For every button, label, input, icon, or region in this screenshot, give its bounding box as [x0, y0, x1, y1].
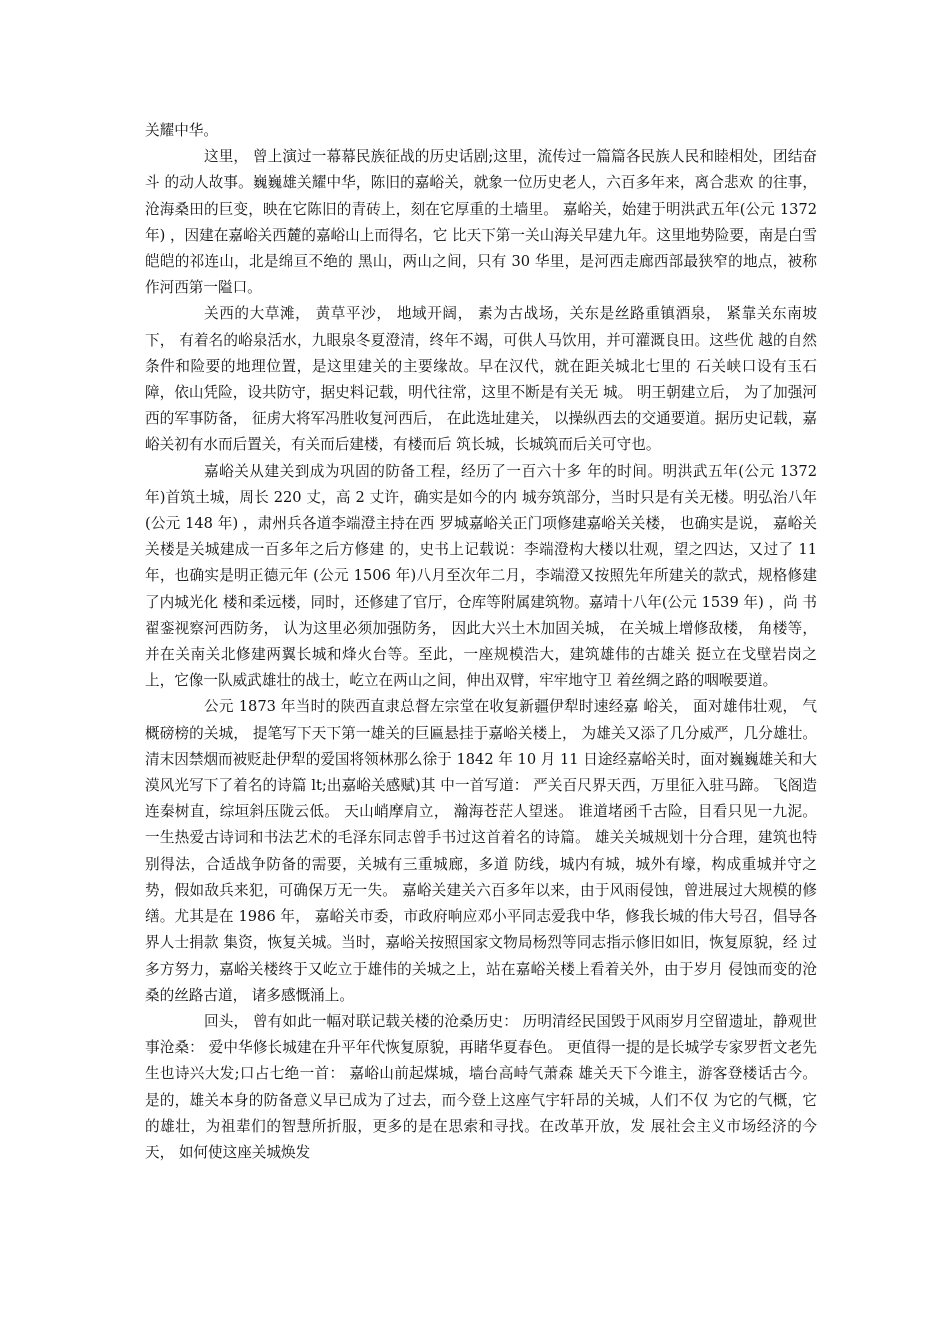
- paragraph-history-intro: 这里， 曾上演过一幕幕民族征战的历史话剧;这里，流传过一篇篇各民族人民和睦相处，团结奋斗 的动人故事。巍巍雄关耀中华，陈旧的嘉峪关，就象一位历史老人，六百多年来，离合悲欢 的往事，沧海桑田的巨变，映在它陈旧的青砖上，刻在它厚重的土墙里。 嘉峪关，始建于明洪武五年(公元 1372 年) ，因建在嘉峪关西麓的嘉峪山上而得名，它 比天下第一关山海关早建九年。这里地势险要，南是白雪皑皑的祁连山，北是绵亘不绝的 黑山，两山之间，只有 30 华里，是河西走廊西部最狭窄的地点，被称作河西第一隘口。: [145, 148, 817, 297]
- paragraph-construction: 嘉峪关从建关到成为巩固的防备工程，经历了一百六十多 年的时间。明洪武五年(公元 1372 年)首筑土城，周长 220 丈，高 2 丈许，确实是如今的内 城夯筑部分，当时只是有关无楼。明弘治八年(公元 148 年) ，肃州兵各道李端澄主持在西 罗城嘉峪关正门项修建嘉峪关关楼， 也确实是说， 嘉峪关关楼是关城建成一百多年之后方修建 的，史书上记载说：李端澄构大楼以壮观，望之四达，又过了 11 年，也确实是明正德元年 (公元 1506 年)八月至次年二月，李端澄又按照先年所建关的款式，规格修建了内城光化 楼和柔远楼，同时，还修建了官厅，仓库等附属建筑物。嘉靖十八年(公元 1539 年) ，尚 书翟銮视察河西防务， 认为这里必须加强防务， 因此大兴土木加固关城， 在关城上增修敌楼， 角楼等，并在关南关北修建两翼长城和烽火台等。至此，一座规模浩大，建筑雄伟的古雄关 挺立在戈壁岩岗之上，它像一队威武雄壮的战士，屹立在两山之间，伸出双臂，牢牢地守卫 着丝绸之路的咽喉要道。: [145, 462, 817, 690]
- document-body: [145, 118, 817, 1166]
- paragraph-opening: 关耀中华。: [145, 122, 218, 139]
- paragraph-couplet: 回头， 曾有如此一幅对联记载关楼的沧桑历史： 历明清经民国毁于风雨岁月空留遗址，静观世事沧桑： 爱中华修长城建在升平年代恢复原貌，再睹华夏春色。 更值得一提的是长城学专家罗哲文老先生也诗兴大发;口占七绝一首： 嘉峪山前起煤城，墙台高峙气萧森 雄关天下今谁主，游客登楼话古今。 是的，雄关本身的防备意义早已成为了过去，而今登上这座气宇轩昂的关城，人们不仅 为它的气概，它的雄壮，为祖辈们的智慧所折服，更多的是在思索和寻找。在改革开放，发 展社会主义市场经济的今天， 如何使这座关城焕发: [145, 1012, 817, 1161]
- paragraph-geography: 关西的大草滩， 黄草平沙， 地域开阔， 素为古战场，关东是丝路重镇酒泉， 紧靠关东南坡下， 有着名的峪泉活水，九眼泉冬夏澄清，终年不竭，可供人马饮用，并可灌溉良田。这些优 越的自然条件和险要的地理位置，是这里建关的主要缘故。早在汉代，就在距关城北七里的 石关峡口设有玉石障，依山凭险，设共防守，据史料记载，明代往常，这里不断是有关无 城。 明王朝建立后， 为了加强河西的军事防备， 征虏大将军冯胜收复河西后， 在此选址建关， 以操纵西去的交通要道。据历史记载，嘉峪关初有水而后置关，有关而后建楼，有楼而后 筑长城，长城筑而后关可守也。: [145, 305, 817, 454]
- paragraph-poetry-restoration: 公元 1873 年当时的陕西直隶总督左宗堂在收复新疆伊犁时速经嘉 峪关， 面对雄伟壮观， 气概磅榜的关城， 提笔写下天下第一雄关的巨匾悬挂于嘉峪关楼上， 为雄关又添了几分威严，几分雄壮。清末因禁烟而被贬赴伊犁的爱国将领林那么徐于 1842 年 10 月 11 日途经嘉峪关时，面对巍巍雄关和大漠风光写下了着名的诗篇 lt;出嘉峪关感赋)其 中一首写道： 严关百尺界天西，万里征入驻马蹄。 飞阁造连秦树直，综垣斜压陇云低。 天山峭摩肩立， 瀚海苍茫人望迷。 谁道堵函千古险，目看只见一九泥。 一生热爱古诗词和书法艺术的毛泽东同志曾手书过这首着名的诗篇。 雄关关城规划十分合理，建筑也特别得法，合适战争防备的需要，关城有三重城廊，多道 防线，城内有城，城外有壕，构成重城并守之势，假如敌兵来犯，可确保万无一失。 嘉峪关建关六百多年以来，由于风雨侵蚀，曾进展过大规模的修缮。尤其是在 1986 年， 嘉峪关市委，市政府响应邓小平同志爱我中华，修我长城的伟大号召，倡导各界人士捐款 集资，恢复关城。当时，嘉峪关按照国家文物局杨烈等同志指示修旧如旧，恢复原貌，经 过多方努力，嘉峪关楼终于又屹立于雄伟的关城之上，站在嘉峪关楼上看着关外，由于岁月 侵蚀而变的沧桑的丝路古道， 诸多感慨涌上。: [145, 698, 817, 1004]
